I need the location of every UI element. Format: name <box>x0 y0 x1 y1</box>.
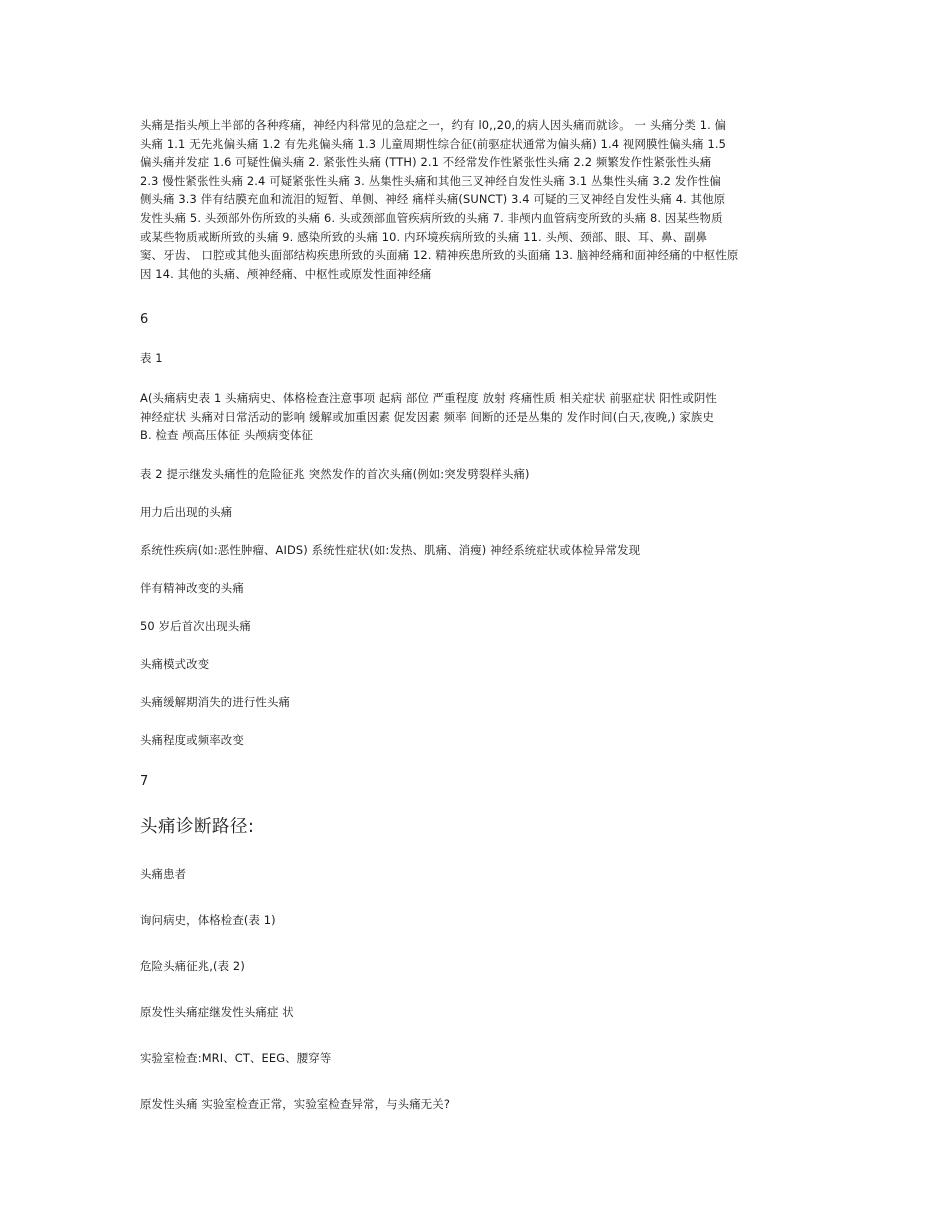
diagnosis-step: 原发性头痛 实验室检查正常，实验室检查异常，与头痛无关? <box>140 1097 451 1111</box>
page-number: 6 <box>140 312 149 327</box>
diagnosis-heading: 头痛诊断路径: <box>140 817 255 837</box>
table1-line: A(头痛病史表 1 头痛病史、体格检查注意事项 起病 部位 严重程度 放射 疼痛性质 相关症状 前驱症状 阳性或阴性 <box>140 391 717 405</box>
table2-item: 头痛缓解期消失的进行性头痛 <box>140 695 291 709</box>
intro-paragraph <box>140 116 812 283</box>
intro-line: 偏头痛并发症 1.6 可疑性偏头痛 2. 紧张性头痛 (TTH) 2.1 不经常发作性紧张性头痛 2.2 频繁发作性紧张性头痛 <box>140 155 712 170</box>
intro-line: 侧头痛 3.3 伴有结膜充血和流泪的短暂、单侧、神经 痛样头痛(SUNCT) 3.4 可疑的三叉神经自发性头痛 4. 其他原 <box>140 192 726 207</box>
intro-line: 发性头痛 5. 头颈部外伤所致的头痛 6. 头或颈部血管疾病所致的头痛 7. 非颅内血管病变所致的头痛 8. 因某些物质 <box>140 210 723 225</box>
table2-item: 50 岁后首次出现头痛 <box>140 619 251 633</box>
table1-content <box>140 389 812 445</box>
diagnosis-step: 头痛患者 <box>140 867 187 881</box>
table2-item: 用力后出现的头痛 <box>140 505 233 519</box>
table2-item: 伴有精神改变的头痛 <box>140 581 244 595</box>
table2-item: 头痛程度或频率改变 <box>140 733 244 747</box>
diagnosis-step: 实验室检查:MRI、CT、EEG、腰穿等 <box>140 1051 332 1065</box>
intro-line: 2.3 慢性紧张性头痛 2.4 可疑紧张性头痛 3. 丛集性头痛和其他三叉神经自发性头痛 3.1 丛集性头痛 3.2 发作性偏 <box>140 173 721 188</box>
table1-line: B. 检查 颅高压体征 头颅病变体征 <box>140 428 314 443</box>
table2-item: 系统性疾病(如:恶性肿瘤、AIDS) 系统性症状(如:发热、肌痛、消瘦) 神经系统症状或体检异常发现 <box>140 543 641 557</box>
intro-line: 或某些物质戒断所致的头痛 9. 感染所致的头痛 10. 内环境疾病所致的头痛 11. 头颅、颈部、眼、耳、鼻、副鼻 <box>140 229 708 244</box>
diagnosis-step: 危险头痛征兆,(表 2) <box>140 959 245 973</box>
intro-line: 头痛是指头颅上半部的各种疼痛，神经内科常见的急症之一，约有 l0,,20,的病人因头痛而就诊。 一 头痛分类 1. 偏 <box>140 118 727 132</box>
table2-item: 头痛模式改变 <box>140 657 210 671</box>
intro-line: 窦、牙齿、 口腔或其他头面部结构疾患所致的头面痛 12. 精神疾患所致的头面痛 13. 脑神经痛和面神经痛的中枢性原 <box>140 248 739 263</box>
table2-title: 表 2 提示继发头痛性的危险征兆 突然发作的首次头痛(例如:突发劈裂样头痛) <box>140 467 530 481</box>
page-number: 7 <box>140 774 149 789</box>
table1-label: 表 1 <box>140 351 163 365</box>
diagnosis-step: 询问病史，体格检查(表 1) <box>140 913 276 927</box>
intro-line: 头痛 1.1 无先兆偏头痛 1.2 有先兆偏头痛 1.3 儿童周期性综合征(前驱症状通常为偏头痛) 1.4 视网膜性偏头痛 1.5 <box>140 136 727 151</box>
table1-line: 神经症状 头痛对日常活动的影响 缓解或加重因素 促发因素 频率 间断的还是丛集的 发作时间(白天,夜晚,) 家族史 <box>140 409 714 424</box>
diagnosis-step: 原发性头痛症继发性头痛症 状 <box>140 1005 294 1019</box>
intro-line: 因 14. 其他的头痛、颅神经痛、中枢性或原发性面神经痛 <box>140 266 432 281</box>
